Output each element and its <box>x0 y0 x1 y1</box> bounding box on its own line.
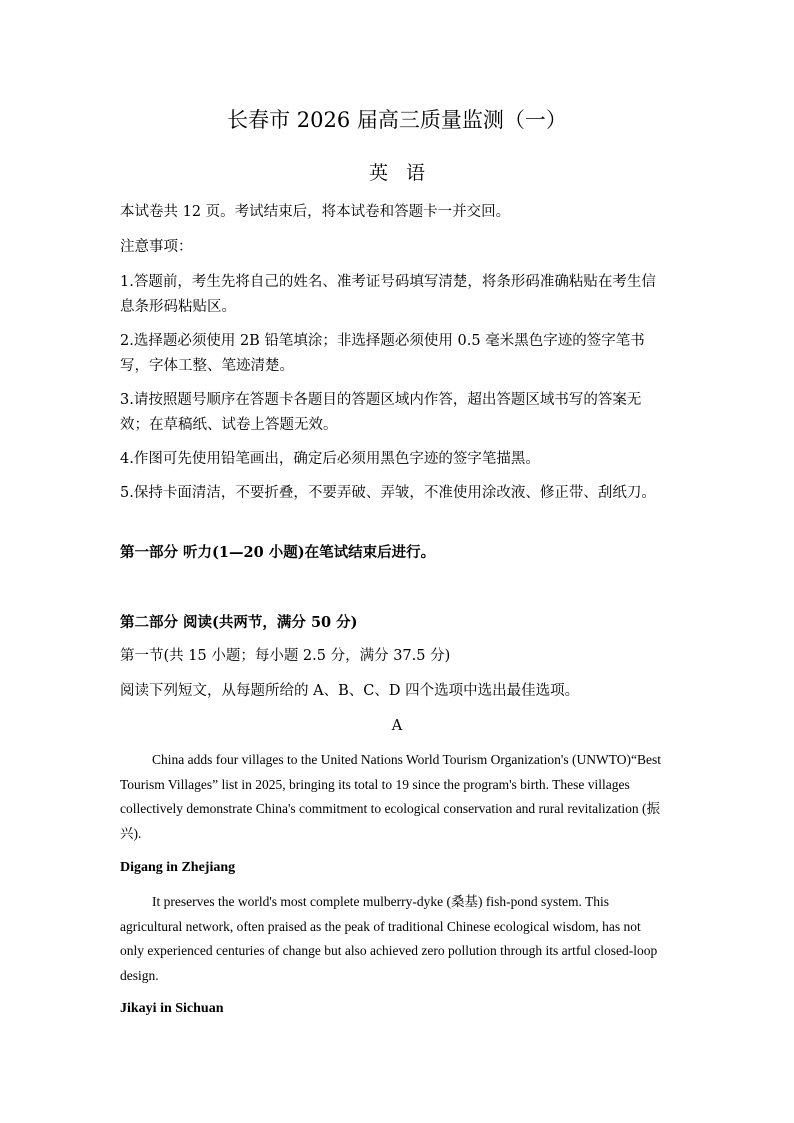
note-item-2: 2.选择题必须使用 2B 铅笔填涂；非选择题必须使用 0.5 毫米黑色字迹的签字笔书写，字体工整、笔迹清楚。 <box>120 333 645 374</box>
part1-heading: 第一部分 听力(1—20 小题)在笔试结束后进行。 <box>120 544 436 561</box>
note-item-4: 4.作图可先使用铅笔画出，确定后必须用黑色字迹的签字笔描黑。 <box>120 451 540 467</box>
part2-heading: 第二部分 阅读(共两节，满分 50 分) <box>120 614 358 631</box>
note-item-5: 5.保持卡面清洁，不要折叠，不要弄破、弄皱，不准使用涂改液、修正带、刮纸刀。 <box>120 485 656 501</box>
section1-heading: 第一节(共 15 小题；每小题 2.5 分，满分 37.5 分) <box>120 648 451 664</box>
passage-label: A <box>391 718 403 734</box>
village1-paragraph <box>120 890 665 988</box>
exam-title: 长春市 2026 届高三质量监测（一） <box>227 108 567 132</box>
village2-heading: Jikayi in Sichuan <box>120 1001 224 1016</box>
village1-text: It preserves the world's most complete mulberry-dyke (桑基) fish-pond system. This agricultural network, often praised as the peak of traditional Chinese ecological wisdom, has not only experienced centuries of change but also achieved zero pollution through its artful closed-loop design. <box>120 894 658 983</box>
instruction-text: 阅读下列短文，从每题所给的 A、B、C、D 四个选项中选出最佳选项。 <box>120 683 580 699</box>
notes-label: 注意事项： <box>120 239 193 255</box>
passage-intro-text: China adds four villages to the United Nations World Tourism Organization's (UNWTO)“Best Tourism Villages” list in 2025, bringing its total to 19 since the program's birth. These villages collectively demonstrate China's commitment to ecological conservation and rural revitalization (振兴). <box>120 752 661 841</box>
note-item-3: 3.请按照题号顺序在答题卡各题目的答题区域内作答，超出答题区域书写的答案无效；在草稿纸、试卷上答题无效。 <box>120 392 642 433</box>
subject-title: 英语 <box>368 162 443 184</box>
exam-intro: 本试卷共 12 页。考试结束后，将本试卷和答题卡一并交回。 <box>120 204 511 220</box>
village1-heading: Digang in Zhejiang <box>120 860 236 875</box>
passage-intro <box>120 748 665 846</box>
note-item-1: 1.答题前，考生先将自己的姓名、准考证号码填写清楚，将条形码准确粘贴在考生信息条形码粘贴区。 <box>120 274 656 315</box>
